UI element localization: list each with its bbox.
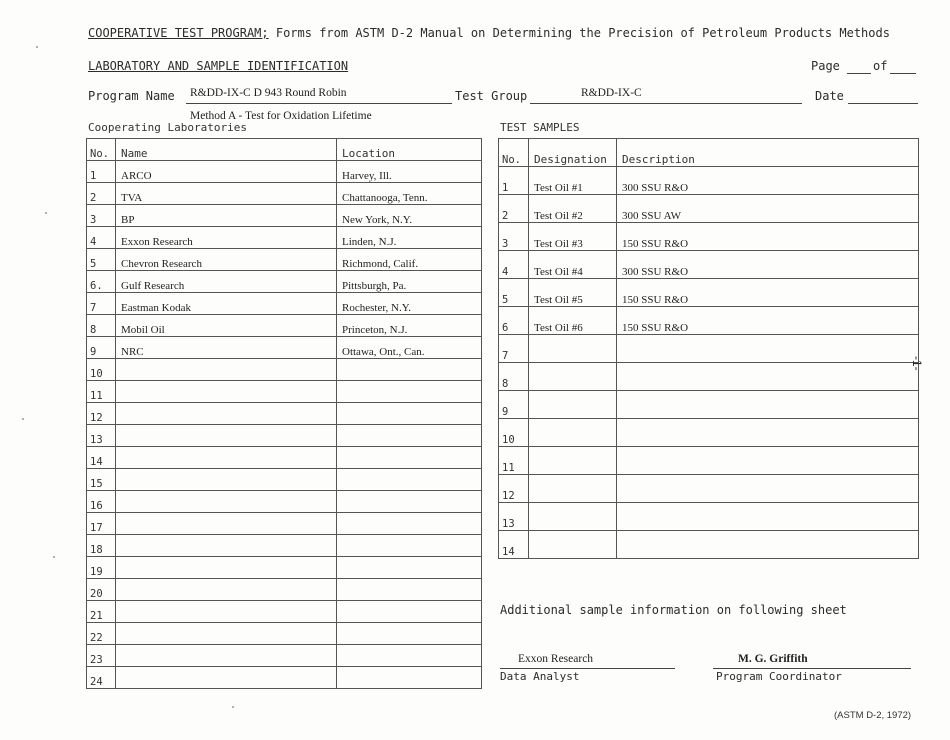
lab-name bbox=[116, 381, 337, 403]
lab-number: 22 bbox=[87, 623, 116, 645]
sample-designation bbox=[529, 335, 617, 363]
lab-number: 20 bbox=[87, 579, 116, 601]
sample-number: 5 bbox=[499, 279, 529, 307]
sample-number: 2 bbox=[499, 195, 529, 223]
sample-designation bbox=[529, 419, 617, 447]
lab-location bbox=[337, 623, 482, 645]
coordinator-label: Program Coordinator bbox=[716, 670, 842, 683]
program-title: COOPERATIVE TEST PROGRAM; Forms from ASTM D-2 Manual on Determining the Precision of Petroleum Products Methods bbox=[88, 26, 890, 40]
lab-location bbox=[337, 601, 482, 623]
sample-designation: Test Oil #5 bbox=[529, 279, 617, 307]
labs-header-row bbox=[87, 139, 482, 161]
sample-row bbox=[499, 223, 919, 251]
lab-row bbox=[87, 315, 482, 337]
lab-location bbox=[337, 447, 482, 469]
coordinator-line bbox=[713, 668, 911, 669]
lab-name: Chevron Research bbox=[116, 249, 337, 271]
lab-location bbox=[337, 645, 482, 667]
sample-row bbox=[499, 475, 919, 503]
lab-row bbox=[87, 381, 482, 403]
data-analyst-label: Data Analyst bbox=[500, 670, 580, 683]
lab-row bbox=[87, 469, 482, 491]
lab-row bbox=[87, 447, 482, 469]
sample-number: 4 bbox=[499, 251, 529, 279]
sample-number: 3 bbox=[499, 223, 529, 251]
lab-name: BP bbox=[116, 205, 337, 227]
lab-name bbox=[116, 645, 337, 667]
sample-row bbox=[499, 307, 919, 335]
sample-row bbox=[499, 363, 919, 391]
sample-description bbox=[617, 447, 919, 475]
lab-location: Chattanooga, Tenn. bbox=[337, 183, 482, 205]
sample-number: 8 bbox=[499, 363, 529, 391]
lab-name bbox=[116, 557, 337, 579]
sample-description: 150 SSU R&O bbox=[617, 279, 919, 307]
lab-location bbox=[337, 667, 482, 689]
date-label: Date bbox=[815, 89, 844, 103]
sample-row bbox=[499, 447, 919, 475]
sample-number: 10 bbox=[499, 419, 529, 447]
sample-row bbox=[499, 251, 919, 279]
sample-row bbox=[499, 391, 919, 419]
labs-table bbox=[86, 138, 482, 689]
lab-number: 21 bbox=[87, 601, 116, 623]
lab-location bbox=[337, 557, 482, 579]
samples-col-no: No. bbox=[499, 139, 529, 167]
lab-location bbox=[337, 469, 482, 491]
lab-name bbox=[116, 579, 337, 601]
sample-row bbox=[499, 279, 919, 307]
sample-description: 300 SSU R&O bbox=[617, 251, 919, 279]
lab-number: 10 bbox=[87, 359, 116, 381]
sample-number: 11 bbox=[499, 447, 529, 475]
method-line: Method A - Test for Oxidation Lifetime bbox=[190, 110, 372, 122]
lab-name: Gulf Research bbox=[116, 271, 337, 293]
lab-name bbox=[116, 667, 337, 689]
scan-speck bbox=[53, 556, 55, 558]
samples-table bbox=[498, 138, 919, 559]
lab-number: 6. bbox=[87, 271, 116, 293]
sample-designation: Test Oil #6 bbox=[529, 307, 617, 335]
labs-col-name: Name bbox=[116, 139, 337, 161]
lab-number: 8 bbox=[87, 315, 116, 337]
sample-designation: Test Oil #3 bbox=[529, 223, 617, 251]
sample-description: 300 SSU AW bbox=[617, 195, 919, 223]
sample-description bbox=[617, 419, 919, 447]
lab-row bbox=[87, 161, 482, 183]
lab-number: 15 bbox=[87, 469, 116, 491]
lab-row bbox=[87, 557, 482, 579]
date-line bbox=[848, 103, 918, 104]
lab-location bbox=[337, 535, 482, 557]
sample-designation: Test Oil #1 bbox=[529, 167, 617, 195]
lab-location: Ottawa, Ont., Can. bbox=[337, 337, 482, 359]
sample-description: 150 SSU R&O bbox=[617, 223, 919, 251]
lab-name bbox=[116, 425, 337, 447]
lab-location bbox=[337, 359, 482, 381]
sample-description bbox=[617, 363, 919, 391]
sample-description: 300 SSU R&O bbox=[617, 167, 919, 195]
samples-title: TEST SAMPLES bbox=[500, 121, 580, 134]
lab-row bbox=[87, 337, 482, 359]
lab-number: 12 bbox=[87, 403, 116, 425]
lab-location bbox=[337, 403, 482, 425]
sample-number: 1 bbox=[499, 167, 529, 195]
sample-designation: Test Oil #2 bbox=[529, 195, 617, 223]
sample-description bbox=[617, 391, 919, 419]
sample-description bbox=[617, 335, 919, 363]
data-analyst-line bbox=[500, 668, 675, 669]
lab-location bbox=[337, 381, 482, 403]
page-number-line bbox=[847, 73, 871, 74]
side-page-number: -1- bbox=[910, 356, 924, 371]
sample-row bbox=[499, 419, 919, 447]
lab-row bbox=[87, 645, 482, 667]
lab-name: Eastman Kodak bbox=[116, 293, 337, 315]
sample-number: 7 bbox=[499, 335, 529, 363]
program-name-value: R&DD-IX-C D 943 Round Robin bbox=[190, 87, 347, 99]
page-total-line bbox=[890, 73, 916, 74]
lab-row bbox=[87, 183, 482, 205]
sample-designation bbox=[529, 391, 617, 419]
samples-col-designation: Designation bbox=[529, 139, 617, 167]
lab-number: 16 bbox=[87, 491, 116, 513]
sample-number: 9 bbox=[499, 391, 529, 419]
lab-row bbox=[87, 293, 482, 315]
sample-row bbox=[499, 335, 919, 363]
sample-designation bbox=[529, 531, 617, 559]
lab-name bbox=[116, 447, 337, 469]
additional-info-note: Additional sample information on following sheet bbox=[500, 603, 847, 617]
lab-number: 5 bbox=[87, 249, 116, 271]
sample-number: 6 bbox=[499, 307, 529, 335]
lab-number: 23 bbox=[87, 645, 116, 667]
data-analyst-value: Exxon Research bbox=[518, 653, 594, 665]
lab-row bbox=[87, 271, 482, 293]
sample-designation bbox=[529, 503, 617, 531]
lab-row bbox=[87, 667, 482, 689]
section-title: LABORATORY AND SAMPLE IDENTIFICATION bbox=[88, 59, 349, 73]
sample-row bbox=[499, 531, 919, 559]
lab-number: 1 bbox=[87, 161, 116, 183]
lab-name bbox=[116, 491, 337, 513]
lab-row bbox=[87, 491, 482, 513]
scan-speck bbox=[232, 706, 234, 708]
lab-name: TVA bbox=[116, 183, 337, 205]
lab-row bbox=[87, 205, 482, 227]
lab-row bbox=[87, 227, 482, 249]
lab-name: NRC bbox=[116, 337, 337, 359]
sample-description bbox=[617, 531, 919, 559]
lab-row bbox=[87, 249, 482, 271]
sample-description: 150 SSU R&O bbox=[617, 307, 919, 335]
page-label: Page bbox=[811, 59, 840, 73]
lab-number: 17 bbox=[87, 513, 116, 535]
samples-header-row bbox=[499, 139, 919, 167]
lab-number: 9 bbox=[87, 337, 116, 359]
lab-name bbox=[116, 601, 337, 623]
lab-number: 19 bbox=[87, 557, 116, 579]
lab-name: Exxon Research bbox=[116, 227, 337, 249]
astm-citation: (ASTM D-2, 1972) bbox=[834, 710, 912, 721]
sample-number: 13 bbox=[499, 503, 529, 531]
sample-designation bbox=[529, 475, 617, 503]
sample-description bbox=[617, 475, 919, 503]
test-group-line bbox=[530, 103, 802, 104]
sample-designation: Test Oil #4 bbox=[529, 251, 617, 279]
sample-row bbox=[499, 167, 919, 195]
lab-location: Harvey, Ill. bbox=[337, 161, 482, 183]
labs-col-no: No. bbox=[87, 139, 116, 161]
lab-number: 11 bbox=[87, 381, 116, 403]
lab-name bbox=[116, 469, 337, 491]
lab-location: Rochester, N.Y. bbox=[337, 293, 482, 315]
lab-location bbox=[337, 513, 482, 535]
scan-speck bbox=[36, 46, 38, 48]
lab-row bbox=[87, 403, 482, 425]
lab-name bbox=[116, 623, 337, 645]
lab-row bbox=[87, 513, 482, 535]
lab-row bbox=[87, 623, 482, 645]
lab-location: Linden, N.J. bbox=[337, 227, 482, 249]
of-label: of bbox=[873, 59, 888, 73]
lab-row bbox=[87, 535, 482, 557]
lab-number: 2 bbox=[87, 183, 116, 205]
lab-number: 13 bbox=[87, 425, 116, 447]
lab-location: New York, N.Y. bbox=[337, 205, 482, 227]
lab-name: Mobil Oil bbox=[116, 315, 337, 337]
lab-location bbox=[337, 425, 482, 447]
sample-number: 12 bbox=[499, 475, 529, 503]
lab-location bbox=[337, 579, 482, 601]
lab-name bbox=[116, 403, 337, 425]
scan-speck bbox=[22, 418, 24, 420]
coordinator-value: M. G. Griffith bbox=[738, 653, 808, 665]
lab-number: 3 bbox=[87, 205, 116, 227]
lab-location: Richmond, Calif. bbox=[337, 249, 482, 271]
lab-number: 7 bbox=[87, 293, 116, 315]
sample-row bbox=[499, 503, 919, 531]
lab-row bbox=[87, 601, 482, 623]
lab-number: 18 bbox=[87, 535, 116, 557]
labs-title: Cooperating Laboratories bbox=[88, 121, 247, 134]
lab-number: 4 bbox=[87, 227, 116, 249]
program-name-line bbox=[186, 103, 452, 104]
samples-col-description: Description bbox=[617, 139, 919, 167]
scan-speck bbox=[45, 212, 47, 214]
labs-col-location: Location bbox=[337, 139, 482, 161]
test-group-value: R&DD-IX-C bbox=[581, 87, 642, 99]
lab-location: Pittsburgh, Pa. bbox=[337, 271, 482, 293]
sample-description bbox=[617, 503, 919, 531]
test-group-label: Test Group bbox=[455, 89, 528, 103]
program-name-label: Program Name bbox=[88, 89, 175, 103]
sample-number: 14 bbox=[499, 531, 529, 559]
lab-location bbox=[337, 491, 482, 513]
lab-row bbox=[87, 359, 482, 381]
sample-row bbox=[499, 195, 919, 223]
lab-name bbox=[116, 513, 337, 535]
lab-row bbox=[87, 579, 482, 601]
lab-name: ARCO bbox=[116, 161, 337, 183]
lab-name bbox=[116, 359, 337, 381]
lab-location: Princeton, N.J. bbox=[337, 315, 482, 337]
lab-number: 14 bbox=[87, 447, 116, 469]
lab-row bbox=[87, 425, 482, 447]
lab-number: 24 bbox=[87, 667, 116, 689]
sample-designation bbox=[529, 363, 617, 391]
sample-designation bbox=[529, 447, 617, 475]
lab-name bbox=[116, 535, 337, 557]
